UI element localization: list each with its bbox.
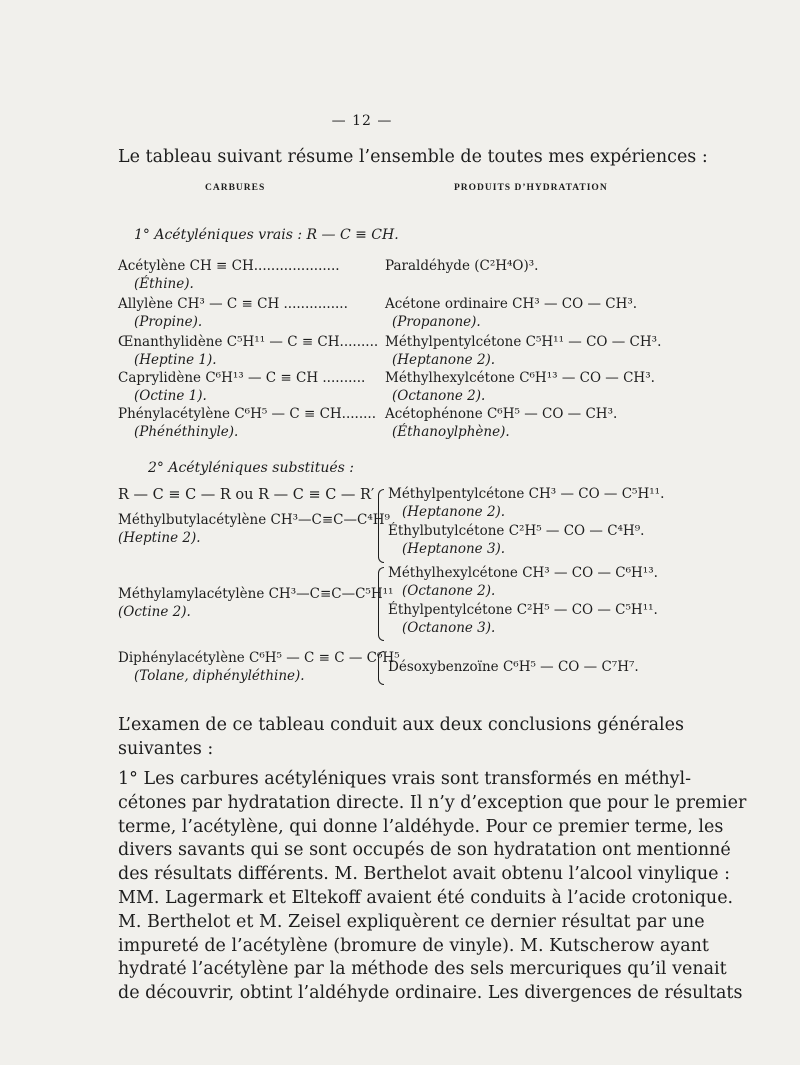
header-carbures: CARBURES xyxy=(205,183,266,193)
carbure-systematic-name: (Octine 1). xyxy=(134,388,207,404)
brace xyxy=(378,489,384,563)
conclusion-intro xyxy=(118,713,684,761)
product-name: Méthylhexylcétone CH³ — CO — C⁶H¹³. xyxy=(388,565,658,581)
text-line: 1° Les carbures acétyléniques vrais sont transformés en méthyl- xyxy=(118,769,692,789)
product-name: Acétophénone C⁶H⁵ — CO — CH³. xyxy=(385,406,618,422)
product-systematic-name: (Heptanone 2). xyxy=(392,352,496,368)
product-systematic-name: (Heptanone 3). xyxy=(402,541,506,557)
text-line: hydraté l’acétylène par la méthode des sels mercuriques qu’il venait xyxy=(118,959,727,980)
text-line: de découvrir, obtint l’aldéhyde ordinaire. Les divergences de résultats xyxy=(118,983,743,1004)
product-systematic-name: (Octanone 3). xyxy=(402,620,496,636)
text-line: MM. Lagermark et Eltekoff avaient été conduits à l’acide crotonique. xyxy=(118,887,734,908)
product-name: Méthylhexylcétone C⁶H¹³ — CO — CH³. xyxy=(385,370,655,386)
product-systematic-name: (Heptanone 2). xyxy=(402,504,506,520)
text-line: terme, l’acétylène, qui donne l’aldéhyde. Pour ce premier terme, les xyxy=(118,816,724,837)
product-name: Méthylpentylcétone C⁵H¹¹ — CO — CH³. xyxy=(385,334,662,350)
product-systematic-name: (Octanone 2). xyxy=(402,583,496,599)
carbure-systematic-name: (Tolane, diphényléthine). xyxy=(134,668,305,684)
carbure-systematic-name: (Éthine). xyxy=(134,276,194,292)
product-systematic-name: (Éthanoylphène). xyxy=(392,424,510,440)
text-line: suivantes : xyxy=(118,739,214,759)
carbure-systematic-name: (Heptine 2). xyxy=(118,530,201,546)
text-line: impureté de l’acétylène (bromure de vinyle). M. Kutscherow ayant xyxy=(118,935,709,956)
carbure-name: Caprylidène C⁶H¹³ — C ≡ CH .......... xyxy=(118,370,366,386)
text-line: M. Berthelot et M. Zeisel expliquèrent ce dernier résultat par une xyxy=(118,911,705,932)
product-name: Paraldéhyde (C²H⁴O)³. xyxy=(385,258,539,274)
carbure-systematic-name: (Octine 2). xyxy=(118,604,191,620)
carbure-name: Acétylène CH ≡ CH.................... xyxy=(118,258,340,274)
page-number: — 12 — xyxy=(331,113,393,129)
text-line: divers savants qui se sont occupés de son hydratation ont mentionné xyxy=(118,840,731,861)
carbure-name: Méthylamylacétylène CH³—C≡C—C⁵H¹¹ xyxy=(118,586,394,602)
general-formula: R — C ≡ C — R ou R — C ≡ C — R′ xyxy=(118,487,375,503)
carbure-systematic-name: (Propine). xyxy=(134,314,203,330)
section-1-title: 1° Acétyléniques vrais : R — C ≡ CH. xyxy=(134,227,399,243)
carbure-systematic-name: (Heptine 1). xyxy=(134,352,217,368)
carbure-name: Œnanthylidène C⁵H¹¹ — C ≡ CH......... xyxy=(118,334,379,350)
carbure-systematic-name: (Phénéthinyle). xyxy=(134,424,239,440)
carbure-name: Allylène CH³ — C ≡ CH ............... xyxy=(118,296,348,312)
product-name: Méthylpentylcétone CH³ — CO — C⁵H¹¹. xyxy=(388,486,665,502)
product-name: Acétone ordinaire CH³ — CO — CH³. xyxy=(385,296,638,312)
text-line: des résultats différents. M. Berthelot avait obtenu l’alcool vinylique : xyxy=(118,864,730,885)
carbure-name: Phénylacétylène C⁶H⁵ — C ≡ CH........ xyxy=(118,406,377,422)
brace xyxy=(378,651,384,685)
product-systematic-name: (Octanone 2). xyxy=(392,388,486,404)
text-line: cétones par hydratation directe. Il n’y d’exception que pour le premier xyxy=(118,792,747,813)
section-2-title: 2° Acétyléniques substitués : xyxy=(148,460,355,476)
carbure-name: Diphénylacétylène C⁶H⁵ — C ≡ C — C⁶H⁵ xyxy=(118,650,400,666)
carbure-name: Méthylbutylacétylène CH³—C≡C—C⁴H⁹ xyxy=(118,512,390,528)
product-name: Éthylbutylcétone C²H⁵ — CO — C⁴H⁹. xyxy=(388,523,645,539)
intro-sentence: Le tableau suivant résume l’ensemble de toutes mes expériences : xyxy=(118,147,708,167)
conclusion-1-paragraph xyxy=(118,768,747,1006)
product-name: Désoxybenzoïne C⁶H⁵ — CO — C⁷H⁷. xyxy=(388,659,639,675)
product-systematic-name: (Propanone). xyxy=(392,314,481,330)
text-line: L’examen de ce tableau conduit aux deux conclusions générales xyxy=(118,715,684,735)
brace xyxy=(378,567,384,641)
header-produits: PRODUITS D’HYDRATATION xyxy=(454,183,608,193)
product-name: Éthylpentylcétone C²H⁵ — CO — C⁵H¹¹. xyxy=(388,602,658,618)
